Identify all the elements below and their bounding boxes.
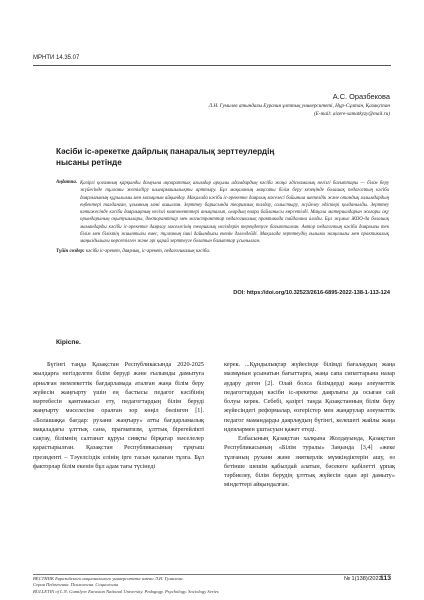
body-paragraph: Бүгінгі таңда Қазақстан Республикасында 2020-2025 жылдарға негізделген білім беруді және ғылымды дамытуға арналған мемлекеттік бағдарламада аталған жаңа білім беру жүйесін жаңғырту үшін ең бастысы педагог кәсібінің мәртебесін қамтамасыз ету, педагогтардың білім беруді жаңғырту мәселесіне оралған зор көңіл бөлінген [1]. «Болашаққа бағдар: рухани жаңғыру» атты бағдарламалық мақаладағы ұлттық сана, прагматизм, ұлттық бірегейлікті сақтау, білімнің салтанат құруы сияқты бірқатар мәселелер қарастырылған. Қазақстан Республикасының тұңғыш президенті – Тәуелсіздік елінің ірге тасын қалаған тұлға. Бұл факторлар білім екенін бұл адам тағы түсінеді [33,361,204,470]
abstract-row [56,180,389,246]
body-left-column [33,360,204,471]
article-title: Кәсіби іс-әрекетке дайрлық панаралық зерттеулердің нысаны ретінде [56,147,275,167]
doi-link[interactable]: DOI: https://doi.org/10.32523/2616-6895-2022-138-1-113-124 [233,290,390,296]
footer-journal-series: Серия Педагогика. Психология. Социология [33,582,119,588]
keywords-text: кәсіби іс-әрекет, даярлық, іс-әрекет, педагогикалық кәсіби. [85,248,211,254]
footer-issue: № 1(138)/2022 [344,576,382,582]
abstract-text: Қазіргі қоғамның қарқынды дамуына ақпараттық ағымдар арқылы адамдардың кәсіби жаңа әдіснамалық негізгі бағыттары — білім беру жүйесінде тұлғаны жетілдіру шығармашылықты арттыру. Бұл мақаланың мақсаты білім беру кезеңінде болашақ педагогтың кәсіби даярлығының құрылымы мен мазмұнын айқындау. Мақалада кәсіби іс-әрекетке даярлық мәселесі бойынша шетелдік және отандық ғалымдардың еңбектері талданған, ұғымның мәні ашылған. Зерттеу барысында теориялық талдау, салыстыру, жүйелеу әдістері қолданылды. Зерттеу нәтижесінде кәсіби даярлықтың негізгі компоненттері анықталып, олардың өзара байланысы көрсетілді. Мақала материалдарын жоғары оқу орындарының оқытушылары, докторанттар мен магистранттар педагогикалық практикада пайдалана алады. Бұл жұмыс ЖОО-да болашақ мамандарды кәсіби іс-әрекетке даярлау мәселесінің теориялық негіздерін тереңдетуге бағытталған. Автор педагогтың кәсіби даярлығы тек білім мен біліктің жиынтығы емес, тұлғаның ішкі дайындығы екенін дәлелдейді. Мақалада зерттеудің ғылыми жаңалығы мен практикалық маңыздылығы көрсетілген және әрі қарай зерттеуге болатын бағыттар ұсынылған. [80,181,389,245]
author-name: А.С. Оразбекова [332,92,390,101]
footer-journal-en: BULLETIN of L.N. Gumilyov Eurasian National University. Pedagogy. Psychology. Sociology Series [33,588,219,594]
bottom-divider [33,574,391,575]
footer-journal-ru: ВЕСТНИК Евразийского национального университета имени Л.Н. Гумилева. [33,576,184,581]
body-paragraph: керек. ...Құндылықтар жүйесінде білімді бағалаудың жаңа мазмұнын ұсынатын бағыттарға, жаңа сапа сипаттарына назар аудару деген [2]. Олай болса білімдерді жаңа әлеуметтік педагогтардың кәсіби іс-әрекетке даярлығы да осыған сай болуы керек. Себебі, қазіргі таңда Қазақстанның білім беру жүйесіндегі реформалар, өзгерістер мен жаңарулар әлеуметтік педагог мамандарды даярлаудың бүгінгі, келешегі жайлы жаңа идеялармен ұштасуын қажет етеді. [224,361,395,433]
keywords-label: Түйін сөздер: [56,248,85,254]
abstract-label: Аңдатпа. [56,180,78,186]
intro-heading: Кіріспе. [56,339,81,346]
page-number: 113 [380,575,391,582]
body-paragraph: Елбасының Қазақстан халқына Жолдауында, Қазақстан Республикасының «Білім туралы» Заңында [3,4] «жеке тұлғаның рухани және зияткерлік мүмкіндіктерін ашу, өз бетінше шешім қабылдай алатын, бәсекеге қабілетті ұрпақ тәрбиелеу, білім берудің ұлттық жүйесін одан әрі дамыту» міндеттері айқындалған. [224,435,395,489]
footer-journal [33,576,333,595]
mrnti-code: МРНТИ 14.35.07 [33,55,80,61]
author-affiliation: Л.Н. Гумилев атындағы Еуразия ұлттық университеті, Нұр-Сұлтан, Қазақстан [208,103,390,109]
author-email: (E-mail: aizere-samatkyzy@mail.ru) [313,111,390,117]
keywords-row [56,248,389,255]
body-right-column [224,360,395,490]
top-divider [33,65,391,66]
abstract-block [56,180,389,255]
